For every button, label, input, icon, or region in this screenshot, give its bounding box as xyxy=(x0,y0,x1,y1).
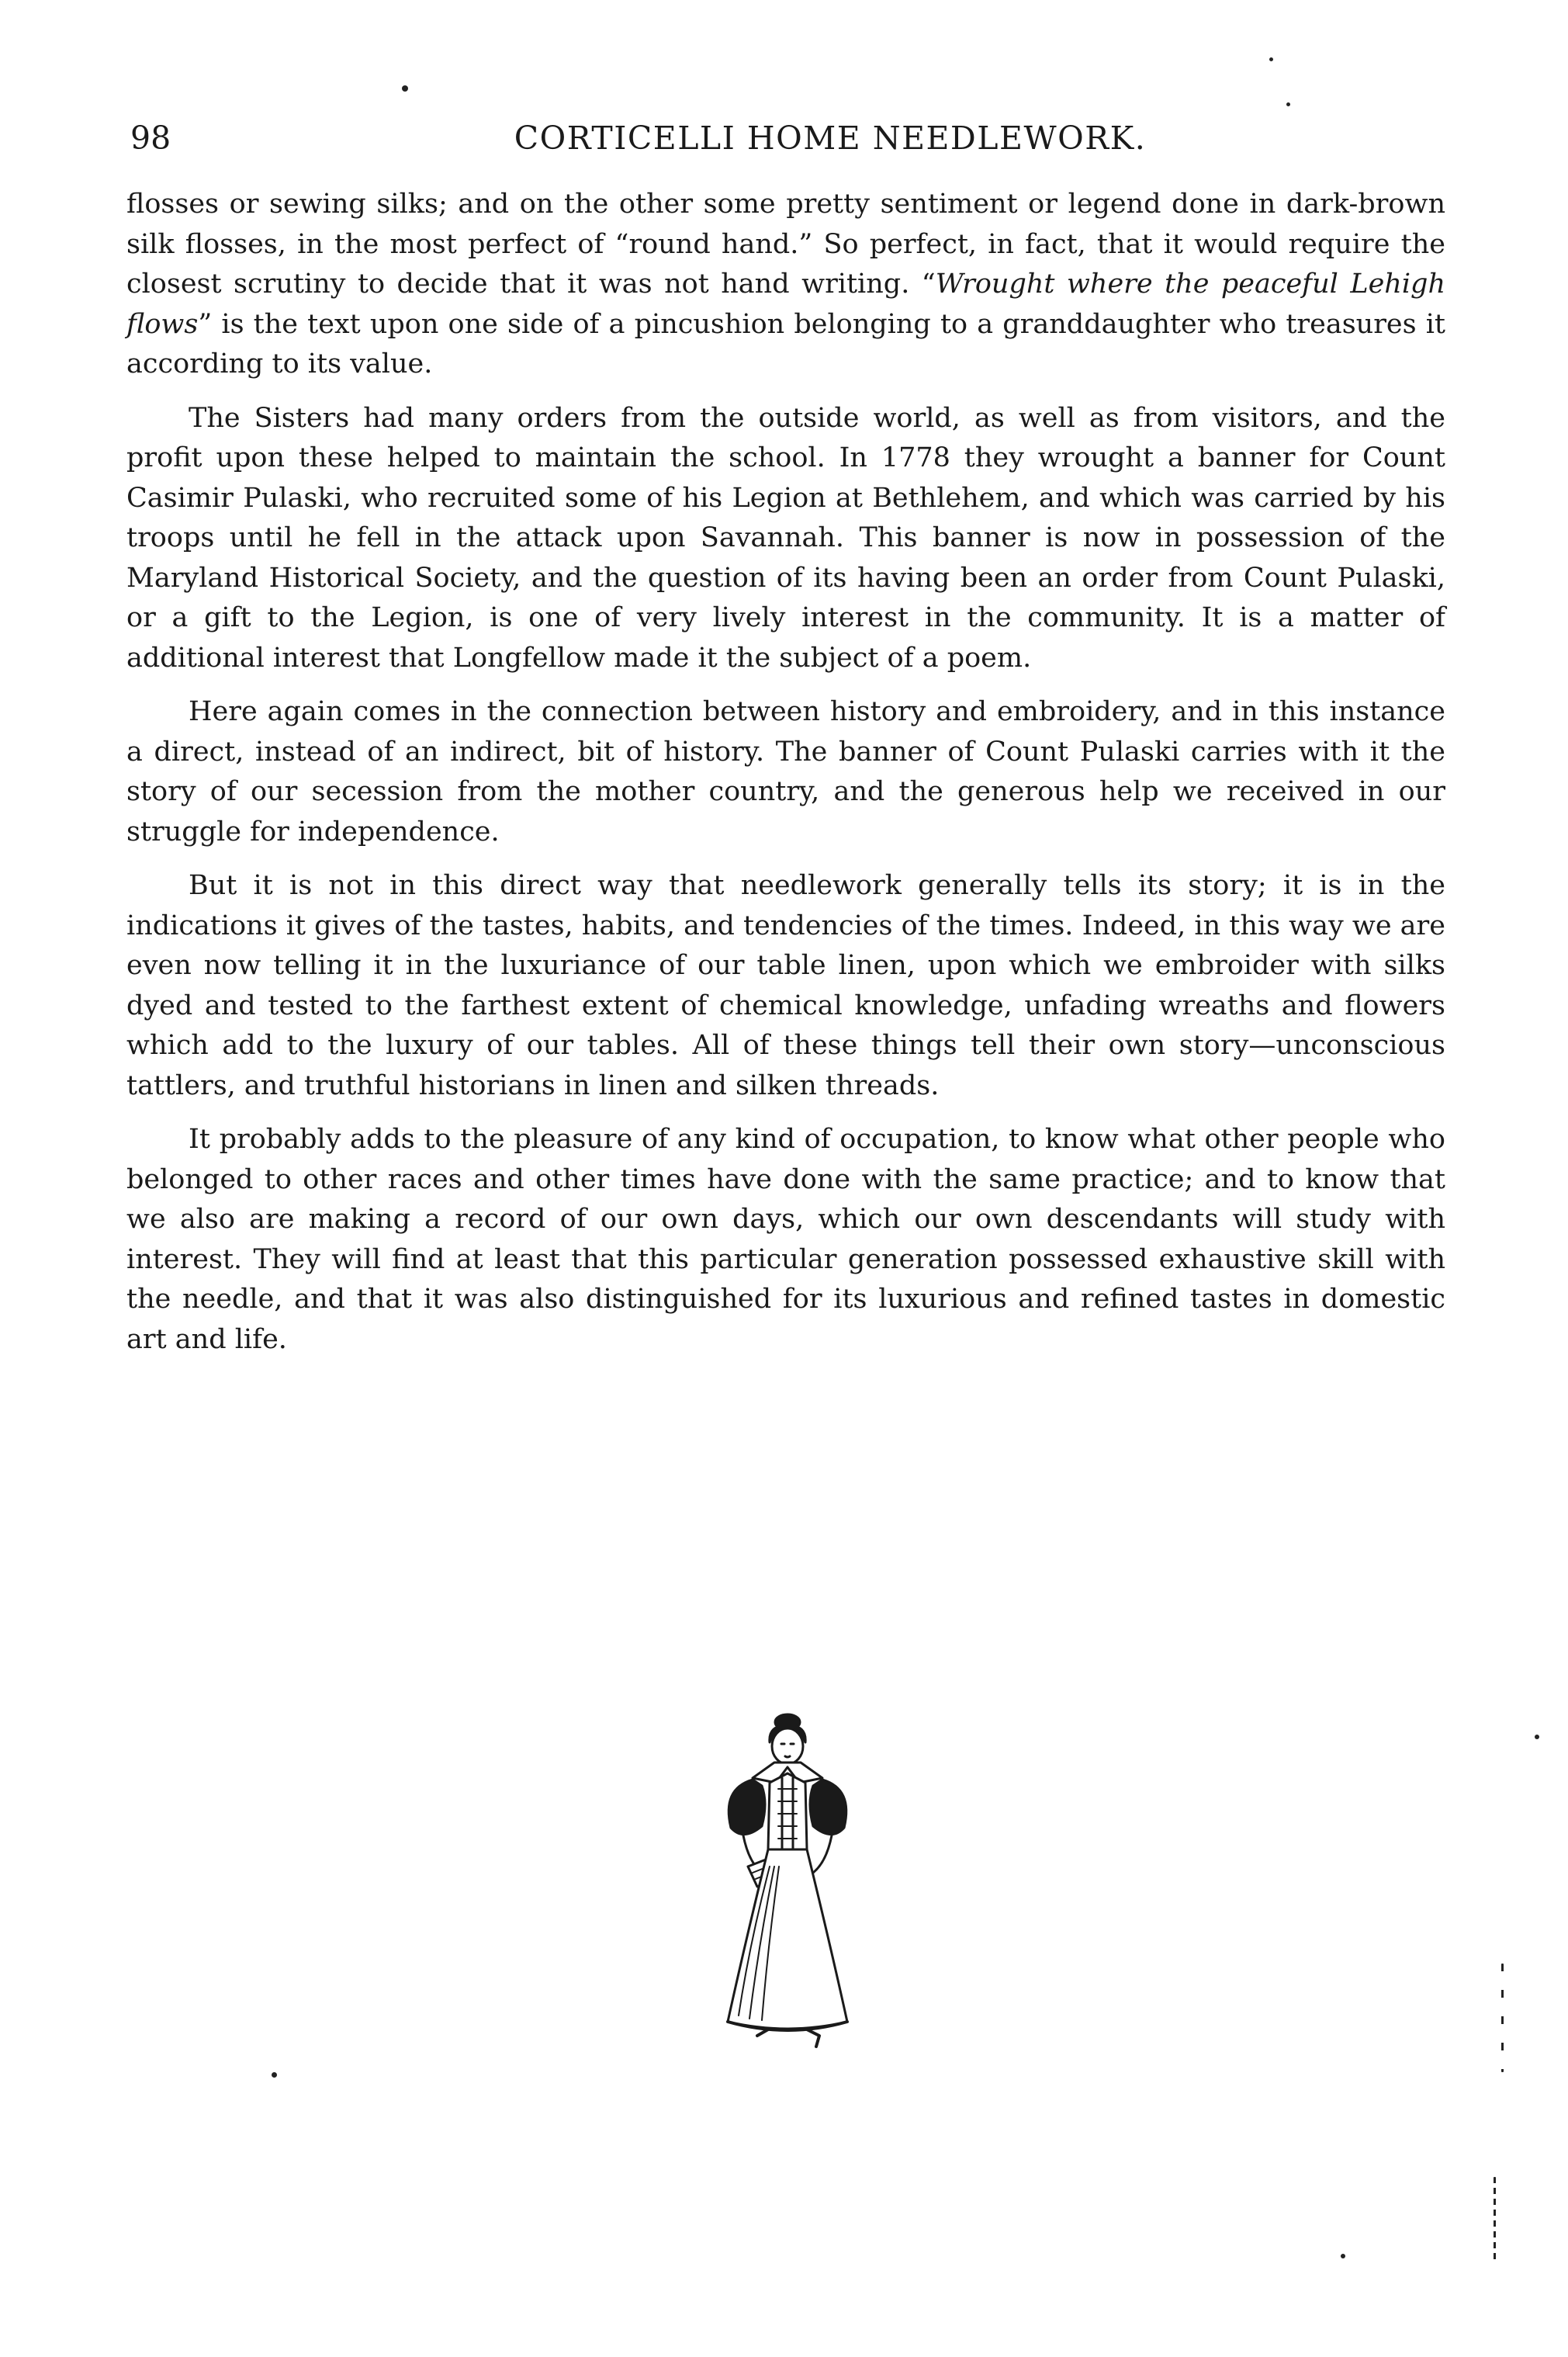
body-text xyxy=(126,185,1445,1374)
paragraph-1-italic-quote: Wrought where the peaceful Lehigh flows xyxy=(126,269,1445,340)
paragraph-1 xyxy=(126,185,1445,385)
specks xyxy=(1501,1964,1504,2072)
paragraph-5: It probably adds to the pleasure of any kind of occupation, to know what other people who belonged to other races and other times have done with the same practice; and to know that we also are making a record of our own days, which our own descendants will study with interest. They will find at least that this particular generation possessed exhaustive skill with the needle, and that it was also distinguished for its luxurious and refined tastes in domestic art and life. xyxy=(126,1124,1445,1355)
specks xyxy=(1269,57,1273,61)
woman-in-victorian-dress-illustration xyxy=(698,1711,877,2049)
page-number: 98 xyxy=(130,120,171,157)
specks xyxy=(1494,2177,1496,2262)
paragraph-4: But it is not in this direct way that needlework generally tells its story; it is in the indications it gives of the tastes, habits, and tendencies of the times. Indeed, in this way we are even now telling it in the luxuriance of our table linen, upon which we embroider with silks dyed and tested to the farthest extent of chemical knowledge, unfading wreaths and flowers which add to the luxury of our tables. All of these things tell their own story—unconscious tattlers, and truthful historians in linen and silken threads. xyxy=(126,870,1445,1101)
paragraph-2: The Sisters had many orders from the outside world, as well as from visitors, and the profit upon these helped to maintain the school. In 1778 they wrought a banner for Count Casimir Pulaski, who recruited some of his Legion at Bethlehem, and which was carried by his troops until he fell in the attack upon Savannah. This banner is now in possession of the Maryland Historical Society, and the question of its having been an order from Count Pulaski, or a gift to the Legion, is one of very lively interest in the community. It is a matter of additional interest that Longfellow made it the subject of a poem. xyxy=(126,402,1445,674)
specks xyxy=(402,85,408,92)
specks xyxy=(272,2072,277,2078)
running-head: CORTICELLI HOME NEEDLEWORK. xyxy=(514,120,1147,157)
paragraph-3: Here again comes in the connection between history and embroidery, and in this instance a direct, instead of an indirect, bit of history. The banner of Count Pulaski carries with it the story of our secession from the mother country, and the generous help we received in our struggle for independence. xyxy=(126,696,1445,847)
specks xyxy=(1535,1735,1539,1739)
paragraph-1-end: ” is the text upon one side of a pincushion belonging to a granddaughter who treasures it according to its value. xyxy=(126,308,1445,380)
specks xyxy=(1341,2254,1345,2258)
specks xyxy=(1286,102,1290,106)
paragraph-1-start: flosses or sewing silks; and on the other some pretty sentiment or legend done in dark-brown silk flosses, in the most perfect of “round hand.” So perfect, in fact, that it would require the closest scrutiny to decide that it was not hand writing. “ xyxy=(126,189,1445,300)
